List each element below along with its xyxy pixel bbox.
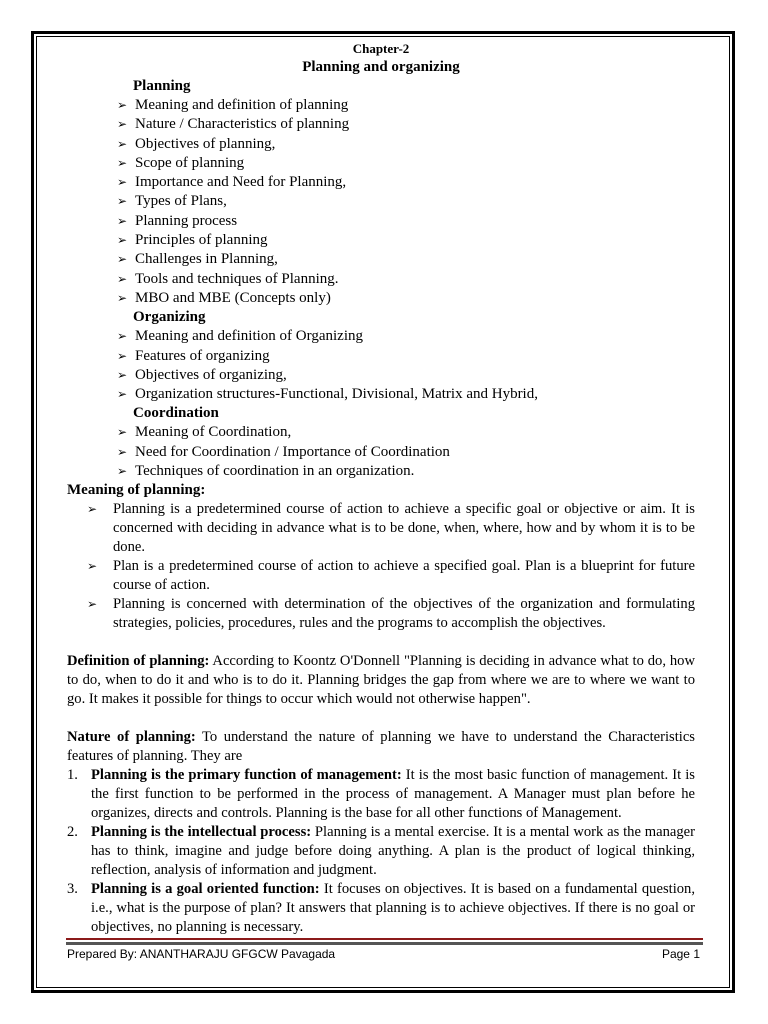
list-item: ➢ Planning is a predetermined course of action to achieve a specific goal or objective or aim. It is concerned with deciding in advance what is to be done, when, where, how and by whom it is to be done. (87, 501, 695, 556)
arrow-bullet-icon: ➢ (117, 464, 128, 479)
arrow-bullet-icon: ➢ (117, 271, 128, 286)
arrow-bullet-icon: ➢ (117, 233, 128, 248)
nature-label: Nature of planning: (67, 729, 196, 746)
list-item: ➢ Tools and techniques of Planning. (117, 270, 695, 289)
arrow-bullet-icon: ➢ (117, 444, 128, 459)
list-item: ➢ Organization structures-Functional, Divisional, Matrix and Hybrid, (117, 385, 695, 404)
arrow-bullet-icon: ➢ (117, 155, 128, 170)
arrow-bullet-icon: ➢ (117, 387, 128, 402)
section-planning (67, 77, 695, 308)
section-heading: Coordination (133, 405, 219, 422)
list-item: ➢ Challenges in Planning, (117, 250, 695, 269)
chapter-label: Chapter-2 (352, 41, 410, 56)
list-item: ➢ Objectives of planning, (117, 135, 695, 154)
list-item: ➢ Objectives of organizing, (117, 366, 695, 385)
definition-text: According to Koontz O'Donnell "Planning is deciding in advance what to do, how to do, when to do it and who is to do it. Planning bridges the gap from where we are to where we want to go. It makes it possible for things to occur which would not otherwise happen". (67, 653, 695, 708)
list-item: ➢ Planning process (117, 212, 695, 231)
footer-rule-red (66, 938, 703, 940)
list-item: ➢ Principles of planning (117, 231, 695, 250)
arrow-bullet-icon: ➢ (117, 213, 128, 228)
list-item: ➢ MBO and MBE (Concepts only) (117, 289, 695, 308)
arrow-bullet-icon: ➢ (117, 252, 128, 267)
list-item: ➢ Scope of planning (117, 154, 695, 173)
arrow-bullet-icon: ➢ (87, 502, 98, 517)
list-item: 3. Planning is a goal oriented function: It focuses on objectives. It is based on a fundamental question, i.e., what is the purpose of plan? It answers that planning is to achieve objectives. If there is no goal or objectives, no planning is necessary. (67, 881, 695, 936)
arrow-bullet-icon: ➢ (117, 194, 128, 209)
definition-paragraph (67, 652, 695, 709)
document-body (67, 40, 695, 937)
list-item: ➢ Importance and Need for Planning, (117, 173, 695, 192)
list-item: ➢ Techniques of coordination in an organization. (117, 462, 695, 481)
nature-list (67, 766, 695, 937)
arrow-bullet-icon: ➢ (117, 367, 128, 382)
list-item: ➢ Meaning and definition of planning (117, 96, 695, 115)
definition-label: Definition of planning: (67, 653, 210, 670)
arrow-bullet-icon: ➢ (117, 98, 128, 112)
footer-rule-gray (66, 942, 703, 945)
meaning-heading: Meaning of planning: (67, 482, 206, 499)
section-heading: Planning (133, 78, 191, 94)
list-item: ➢ Features of organizing (117, 347, 695, 366)
arrow-bullet-icon: ➢ (117, 425, 128, 440)
nature-paragraph (67, 728, 695, 766)
arrow-bullet-icon: ➢ (117, 175, 128, 190)
arrow-bullet-icon: ➢ (117, 117, 128, 132)
arrow-bullet-icon: ➢ (87, 597, 98, 612)
footer-author: Prepared By: ANANTHARAJU GFGCW Pavagada (67, 947, 336, 961)
section-coordination (67, 404, 695, 481)
list-item: 1. Planning is the primary function of management: It is the most basic function of management. It is the first function to be performed in the process of management. A Manager must plan before he organizes, directs and controls. Planning is the base for all other functions of Management. (67, 767, 695, 822)
footer-page-number: Page 1 (661, 947, 700, 961)
list-item: ➢ Plan is a predetermined course of action to achieve a specified goal. Plan is a blueprint for future course of action. (87, 558, 695, 594)
arrow-bullet-icon: ➢ (117, 136, 128, 151)
list-item: ➢ Need for Coordination / Importance of Coordination (117, 443, 695, 462)
list-item: ➢ Types of Plans, (117, 192, 695, 211)
section-organizing (67, 308, 695, 404)
nature-text: To understand the nature of planning we have to understand the Characteristics features of planning. They are (67, 729, 695, 765)
list-item: ➢ Meaning and definition of Organizing (117, 327, 695, 346)
page-title: Planning and organizing (302, 59, 460, 75)
section-heading: Organizing (133, 309, 206, 326)
arrow-bullet-icon: ➢ (117, 348, 128, 363)
arrow-bullet-icon: ➢ (117, 290, 128, 305)
topic-list (67, 96, 695, 308)
topic-list (67, 327, 695, 404)
meaning-list (67, 500, 695, 633)
topic-list (67, 423, 695, 481)
list-item: ➢ Nature / Characteristics of planning (117, 115, 695, 134)
list-item: ➢ Meaning of Coordination, (117, 423, 695, 442)
list-item: 2. Planning is the intellectual process: Planning is a mental exercise. It is a mental work as the manager has to think, imagine and judge before doing anything. A plan is the product of logical thinking, reflection, analysis of information and judgment. (67, 824, 695, 879)
arrow-bullet-icon: ➢ (117, 329, 128, 344)
arrow-bullet-icon: ➢ (87, 559, 98, 574)
list-item: ➢ Planning is concerned with determination of the objectives of the organization and formulating strategies, policies, procedures, rules and the programs to accomplish the objectives. (87, 596, 695, 632)
